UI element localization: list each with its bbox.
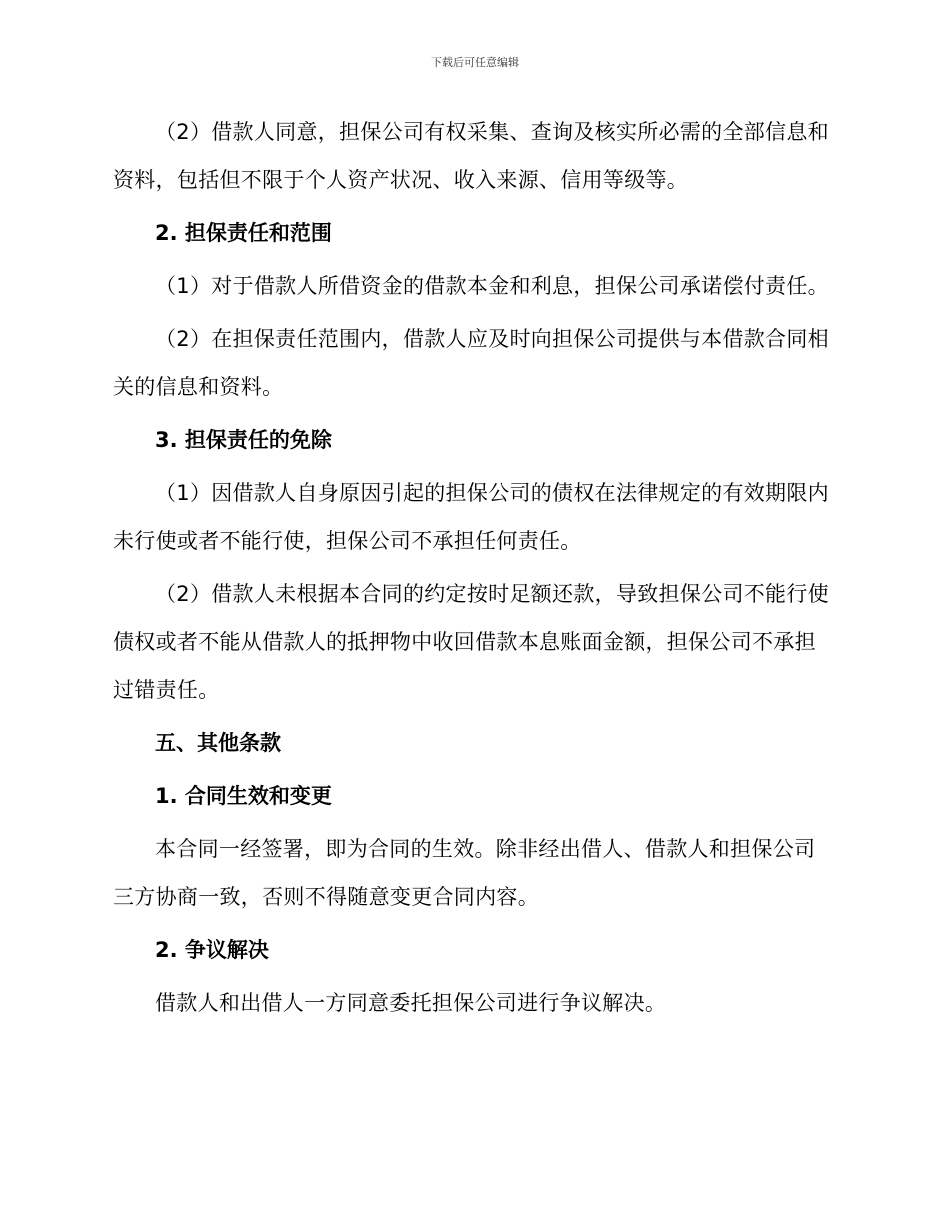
paragraph: （1）因借款人自身原因引起的担保公司的债权在法律规定的有效期限内未行使或者不能行使，担保公司不承担任何责任。 (113, 481, 829, 553)
paragraph: （2）借款人未根据本合同的约定按时足额还款，导致担保公司不能行使债权或者不能从借款人的抵押物中收回借款本息账面金额，担保公司不承担过错责任。 (113, 582, 829, 702)
section-heading: 2. 争议解决 (155, 938, 269, 962)
header-note: 下载后可任意编辑 (431, 56, 519, 69)
section-heading: 2. 担保责任和范围 (155, 221, 332, 245)
section-heading: 3. 担保责任的免除 (155, 428, 332, 452)
paragraph: （2）在担保责任范围内，借款人应及时向担保公司提供与本借款合同相关的信息和资料。 (113, 327, 829, 399)
document-body (113, 108, 833, 1032)
chapter-heading: 五、其他条款 (155, 731, 281, 755)
paragraph: （2）借款人同意，担保公司有权采集、查询及核实所必需的全部信息和资料，包括但不限于个人资产状况、收入来源、信用等级等。 (113, 120, 829, 192)
paragraph: 借款人和出借人一方同意委托担保公司进行争议解决。 (155, 991, 667, 1015)
paragraph: 本合同一经签署，即为合同的生效。除非经出借人、借款人和担保公司三方协商一致，否则不得随意变更合同内容。 (113, 837, 816, 909)
section-heading: 1. 合同生效和变更 (155, 784, 332, 808)
paragraph: （1）对于借款人所借资金的借款本金和利息，担保公司承诺偿付责任。 (155, 274, 829, 298)
